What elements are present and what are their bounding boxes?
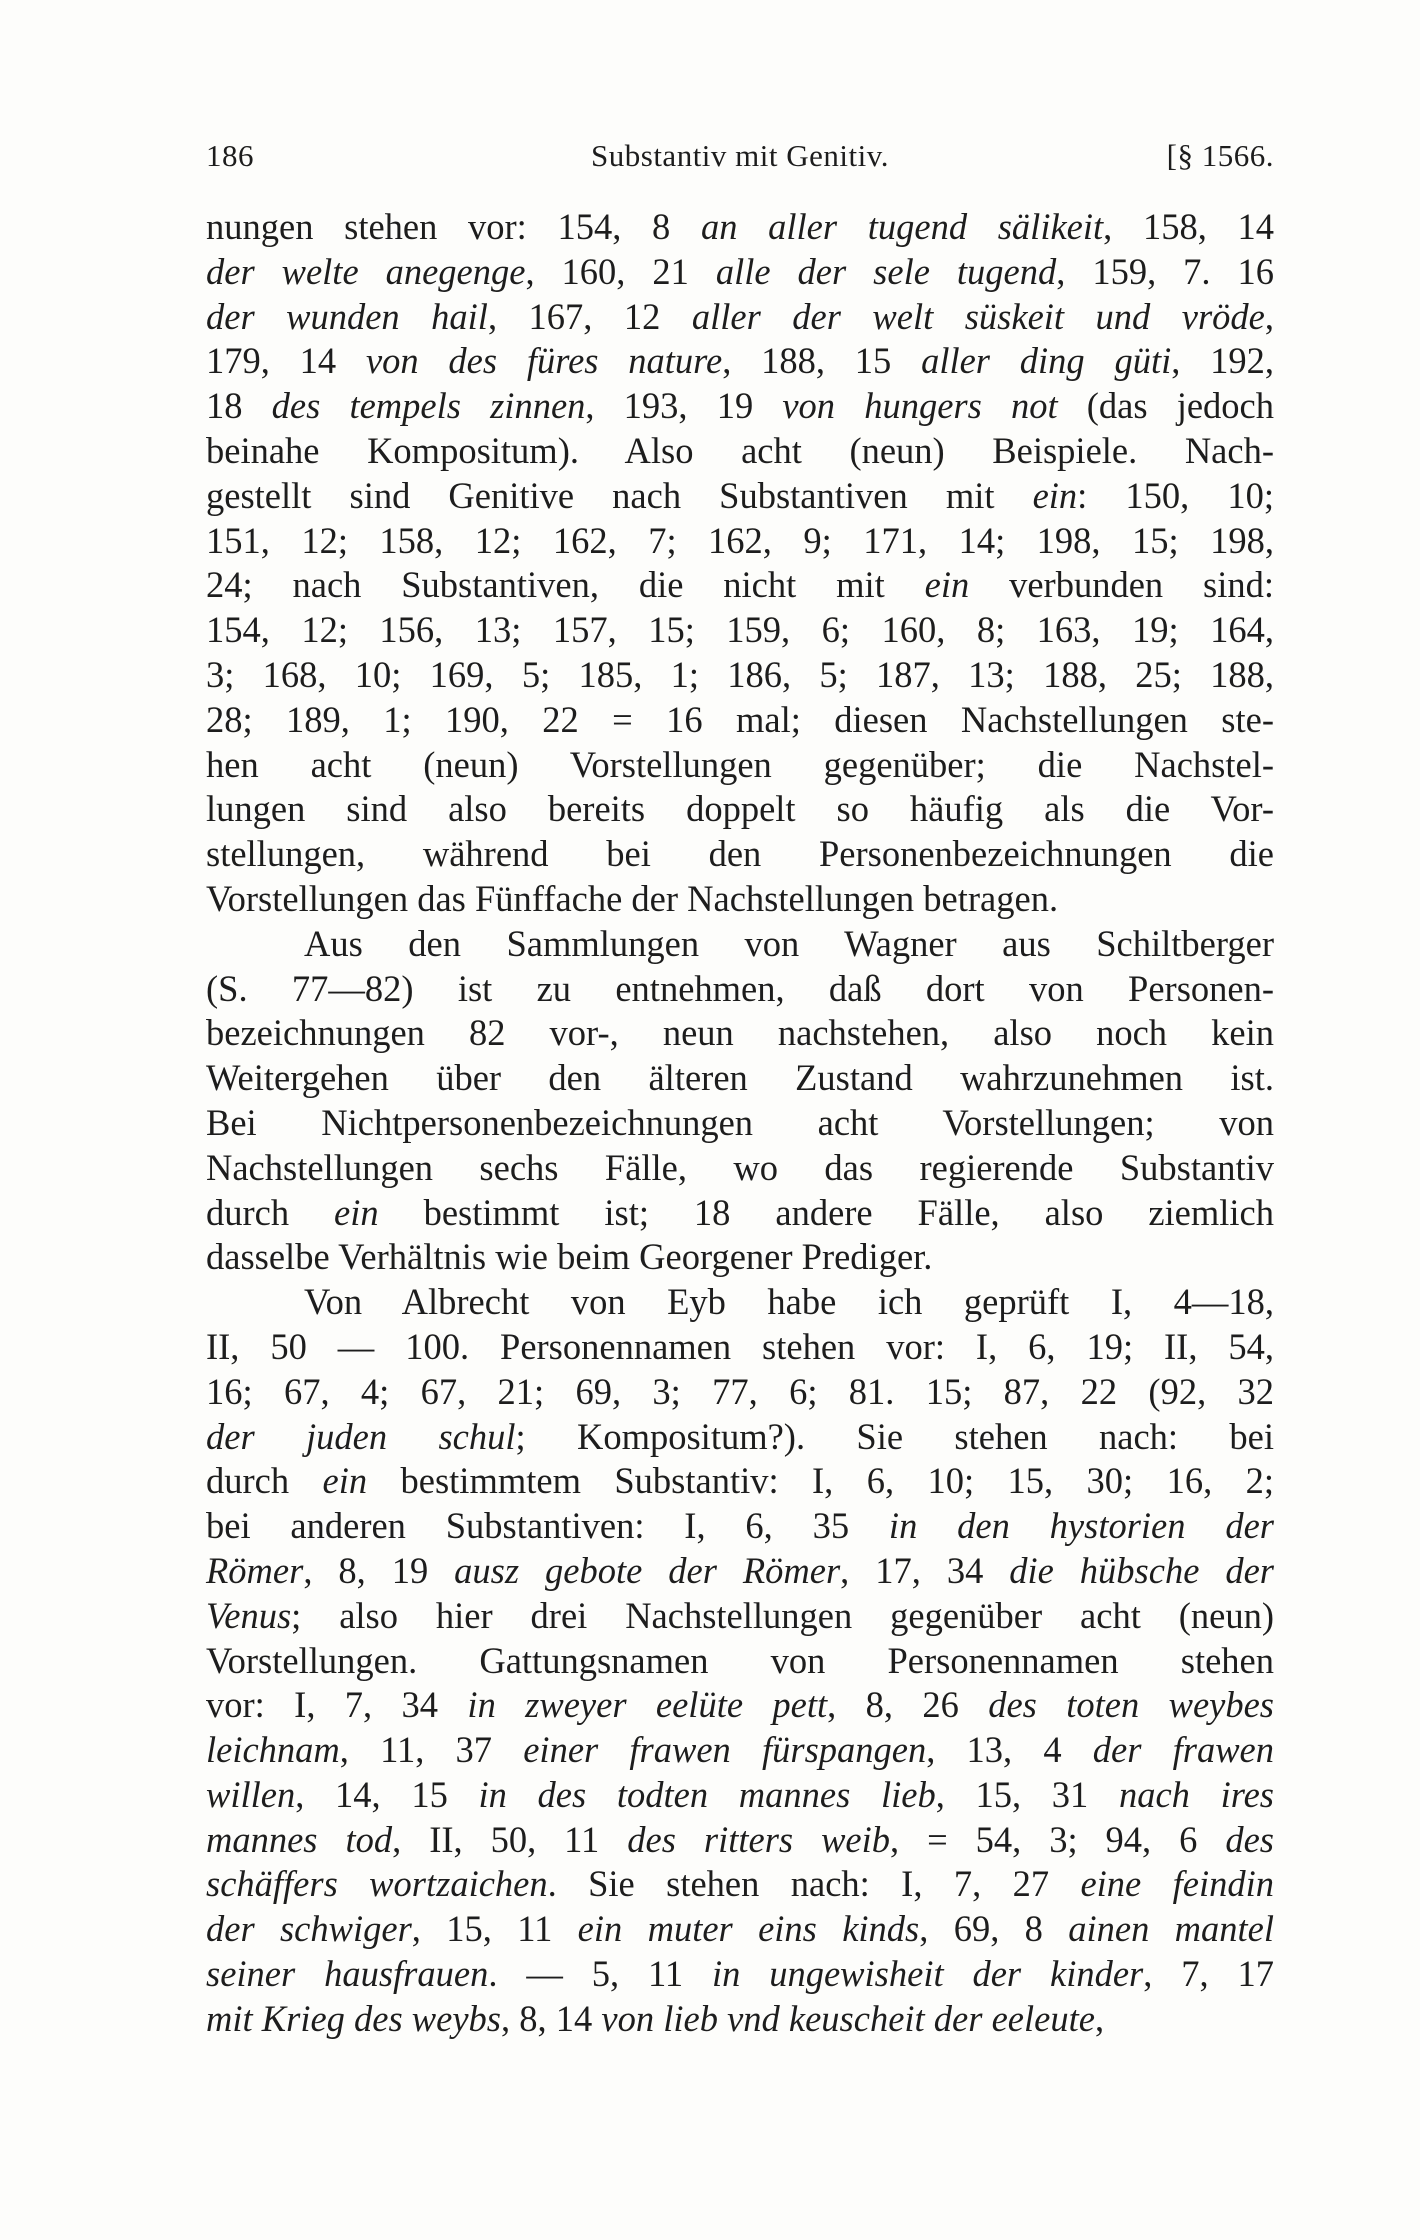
text-run: 16; 67, 4; 67, 21; 69, 3; 77, 6; 81. 15; 87, 22 (92, 32 [206,1370,1274,1412]
text-line [206,1818,1274,1863]
italic-citation: in zweyer eelüte pett [467,1684,828,1726]
text-run: Aus den Sammlungen von Wagner aus Schiltberger [304,922,1274,964]
text-run: 154, 12; 156, 13; 157, 15; 159, 6; 160, 8; 163, 19; 164, [206,609,1274,651]
text-run: (S. 77—82) ist zu entnehmen, daß dort von Personen- [206,967,1274,1009]
italic-citation: ein [322,1460,368,1502]
text-line [206,295,1274,340]
text-line [206,1862,1274,1907]
text-line [206,1907,1274,1952]
italic-citation: ein [1032,474,1078,516]
italic-citation: in ungewisheit der kinder [711,1953,1144,1995]
text-run: , 11, 37 [339,1729,524,1771]
text-run: , 188, 15 [722,340,922,382]
text-run: 179, 14 [206,340,366,382]
text-line [206,787,1274,832]
text-line [206,205,1274,250]
text-run: , 15, 31 [935,1773,1119,1815]
text-line [206,1997,1274,2042]
text-run: 151, 12; 158, 12; 162, 7; 162, 9; 171, 14; 198, 15; 198, [206,519,1274,561]
body-text [206,205,1274,2042]
text-line [206,1728,1274,1773]
text-line [206,1370,1274,1415]
text-run: , 8, 14 [501,1997,602,2039]
italic-citation: von des füres nature [365,340,723,382]
italic-citation: von lieb vnd keuscheit der eeleute [601,1997,1095,2039]
text-line [206,1639,1274,1684]
text-run: . Sie stehen nach: I, 7, 27 [547,1863,1081,1905]
text-run: gestellt sind Genitive nach Substantiven mit [206,474,1033,516]
text-line [206,1280,1274,1325]
italic-citation: die hübsche der [1009,1549,1275,1591]
text-run: , 15, 11 [411,1908,578,1950]
italic-citation: seiner hausfrauen [206,1953,489,1995]
text-line [206,877,1274,922]
text-line [206,339,1274,384]
italic-citation: leichnam [206,1729,340,1771]
text-line [206,474,1274,519]
running-title: Substantiv mit Genitiv. [591,138,889,173]
text-line [206,563,1274,608]
italic-citation: einer frawen fürspangen [523,1729,927,1771]
text-line [206,653,1274,698]
italic-citation: mit Krieg des weybs [206,1997,502,2039]
text-line [206,1952,1274,1997]
text-line [206,608,1274,653]
text-run: hen acht (neun) Vorstellungen gegenüber; die Nachstel- [206,743,1274,785]
italic-citation: ainen mantel [1068,1908,1274,1950]
text-line [206,429,1274,474]
text-line [206,698,1274,743]
italic-citation: in den hystorien der [888,1505,1274,1547]
text-run: , 8, 19 [303,1549,455,1591]
text-run: , 160, 21 [525,250,716,292]
text-line [206,519,1274,564]
text-run: , [1094,1997,1105,2039]
text-run: 3; 168, 10; 169, 5; 185, 1; 186, 5; 187, 13; 188, 25; 188, [206,653,1274,695]
text-line [206,1594,1274,1639]
text-line [206,1191,1274,1236]
italic-citation: eine feindin [1080,1863,1274,1905]
text-run: , II, 50, 11 [392,1818,628,1860]
text-run: vor: I, 7, 34 [206,1684,468,1726]
text-run: , 193, 19 [585,385,783,427]
italic-citation: schäffers wortzaichen [206,1863,548,1905]
italic-citation: aller ding güti [921,340,1172,382]
text-run: (das jedoch [1057,385,1275,427]
text-line [206,922,1274,967]
text-line [206,1415,1274,1460]
italic-citation: nach ires [1118,1773,1274,1815]
text-run: Bei Nichtpersonenbezeichnungen acht Vorstellungen; von [206,1101,1274,1143]
text-run: 24; nach Substantiven, die nicht mit [206,564,925,606]
text-line [206,384,1274,429]
text-run: , 14, 15 [295,1773,479,1815]
italic-citation: aller der welt süskeit und vröde [691,295,1265,337]
italic-citation: alle der sele tugend [715,250,1057,292]
text-run: 28; 189, 1; 190, 22 = 16 mal; diesen Nachstellungen ste- [206,698,1274,740]
text-run: , 69, 8 [919,1908,1069,1950]
text-run: durch [206,1460,323,1502]
text-line [206,1101,1274,1146]
text-line [206,1459,1274,1504]
text-run: nungen stehen vor: 154, 8 [206,206,701,247]
text-line [206,1011,1274,1056]
italic-citation: des ritters weib [627,1818,891,1860]
italic-citation: der juden schul [206,1415,516,1457]
text-run: durch [206,1191,335,1233]
text-run: ; also hier drei Nachstellungen gegenüber acht (neun) [291,1594,1274,1636]
text-run: 18 [206,385,272,427]
italic-citation: an aller tugend sälikeit [700,206,1104,247]
text-line [206,743,1274,788]
text-run: dasselbe Verhältnis wie beim Georgener Prediger. [206,1236,933,1278]
italic-citation: willen [206,1773,296,1815]
text-run: : 150, 10; [1077,474,1274,516]
text-line [206,1549,1274,1594]
italic-citation: in des todten mannes lieb [478,1773,936,1815]
text-line [206,967,1274,1012]
text-line [206,832,1274,877]
text-line [206,1325,1274,1370]
text-line [206,1773,1274,1818]
italic-citation: ein [924,564,970,606]
text-line [206,1146,1274,1191]
italic-citation: Römer [206,1549,304,1591]
text-line [206,250,1274,295]
italic-citation: mannes tod [206,1818,393,1860]
text-run: , = 54, 3; 94, 6 [890,1818,1226,1860]
text-run: Weitergehen über den älteren Zustand wahrzunehmen ist. [206,1057,1274,1099]
italic-citation: des toten weybes [988,1684,1275,1726]
text-run: , 8, 26 [827,1684,989,1726]
text-run: , 167, 12 [487,295,692,337]
text-run: Vorstellungen das Fünffache der Nachstellungen betragen. [206,877,1059,919]
text-line [206,1056,1274,1101]
text-run: verbunden sind: [969,564,1274,606]
text-run: Vorstellungen. Gattungsnamen von Personennamen stehen [206,1639,1274,1681]
text-run: , [1264,295,1274,337]
italic-citation: Venus [206,1594,292,1636]
text-run: Nachstellungen sechs Fälle, wo das regierende Substantiv [206,1146,1274,1188]
italic-citation: der frawen [1092,1729,1275,1771]
italic-citation: des tempels zinnen [271,385,586,427]
italic-citation: des [1225,1818,1274,1860]
text-run: stellungen, während bei den Personenbezeichnungen die [206,833,1274,875]
text-run: , 13, 4 [926,1729,1093,1771]
text-run: , 158, 14 [1103,206,1274,247]
text-line [206,1235,1274,1280]
italic-citation: ausz gebote der Römer [454,1549,841,1591]
text-run: lungen sind also bereits doppelt so häufig als die Vor- [206,788,1274,830]
italic-citation: der wunden hail [206,295,488,337]
page-number: 186 [206,138,254,173]
section-number: [§ 1566. [1166,138,1274,173]
italic-citation: der welte anegenge [206,250,526,292]
text-run: , 17, 34 [840,1549,1010,1591]
text-run: , 192, [1171,340,1275,382]
italic-citation: von hungers not [782,385,1058,427]
text-run: bestimmtem Substantiv: I, 6, 10; 15, 30; 16, 2; [367,1460,1275,1502]
italic-citation: ein muter eins kinds [577,1908,920,1950]
running-head [206,138,1274,188]
italic-citation: der schwiger [206,1908,412,1950]
text-run: II, 50 — 100. Personennamen stehen vor: I, 6, 19; II, 54, [206,1325,1274,1367]
text-run: . — 5, 11 [488,1953,712,1995]
text-run: bestimmt ist; 18 andere Fälle, also ziemlich [378,1191,1274,1233]
text-line [206,1504,1274,1549]
text-line [206,1683,1274,1728]
text-run: , 7, 17 [1143,1953,1274,1995]
text-run: , 159, 7. 16 [1056,250,1274,292]
text-run: beinahe Kompositum). Also acht (neun) Beispiele. Nach- [206,429,1274,471]
text-run: bezeichnungen 82 vor-, neun nachstehen, also noch kein [206,1012,1274,1054]
text-run: Von Albrecht von Eyb habe ich geprüft I, 4—18, [304,1281,1274,1323]
text-run: bei anderen Substantiven: I, 6, 35 [206,1505,889,1547]
italic-citation: ein [334,1191,379,1233]
text-run: ; Kompositum?). Sie stehen nach: bei [515,1415,1274,1457]
